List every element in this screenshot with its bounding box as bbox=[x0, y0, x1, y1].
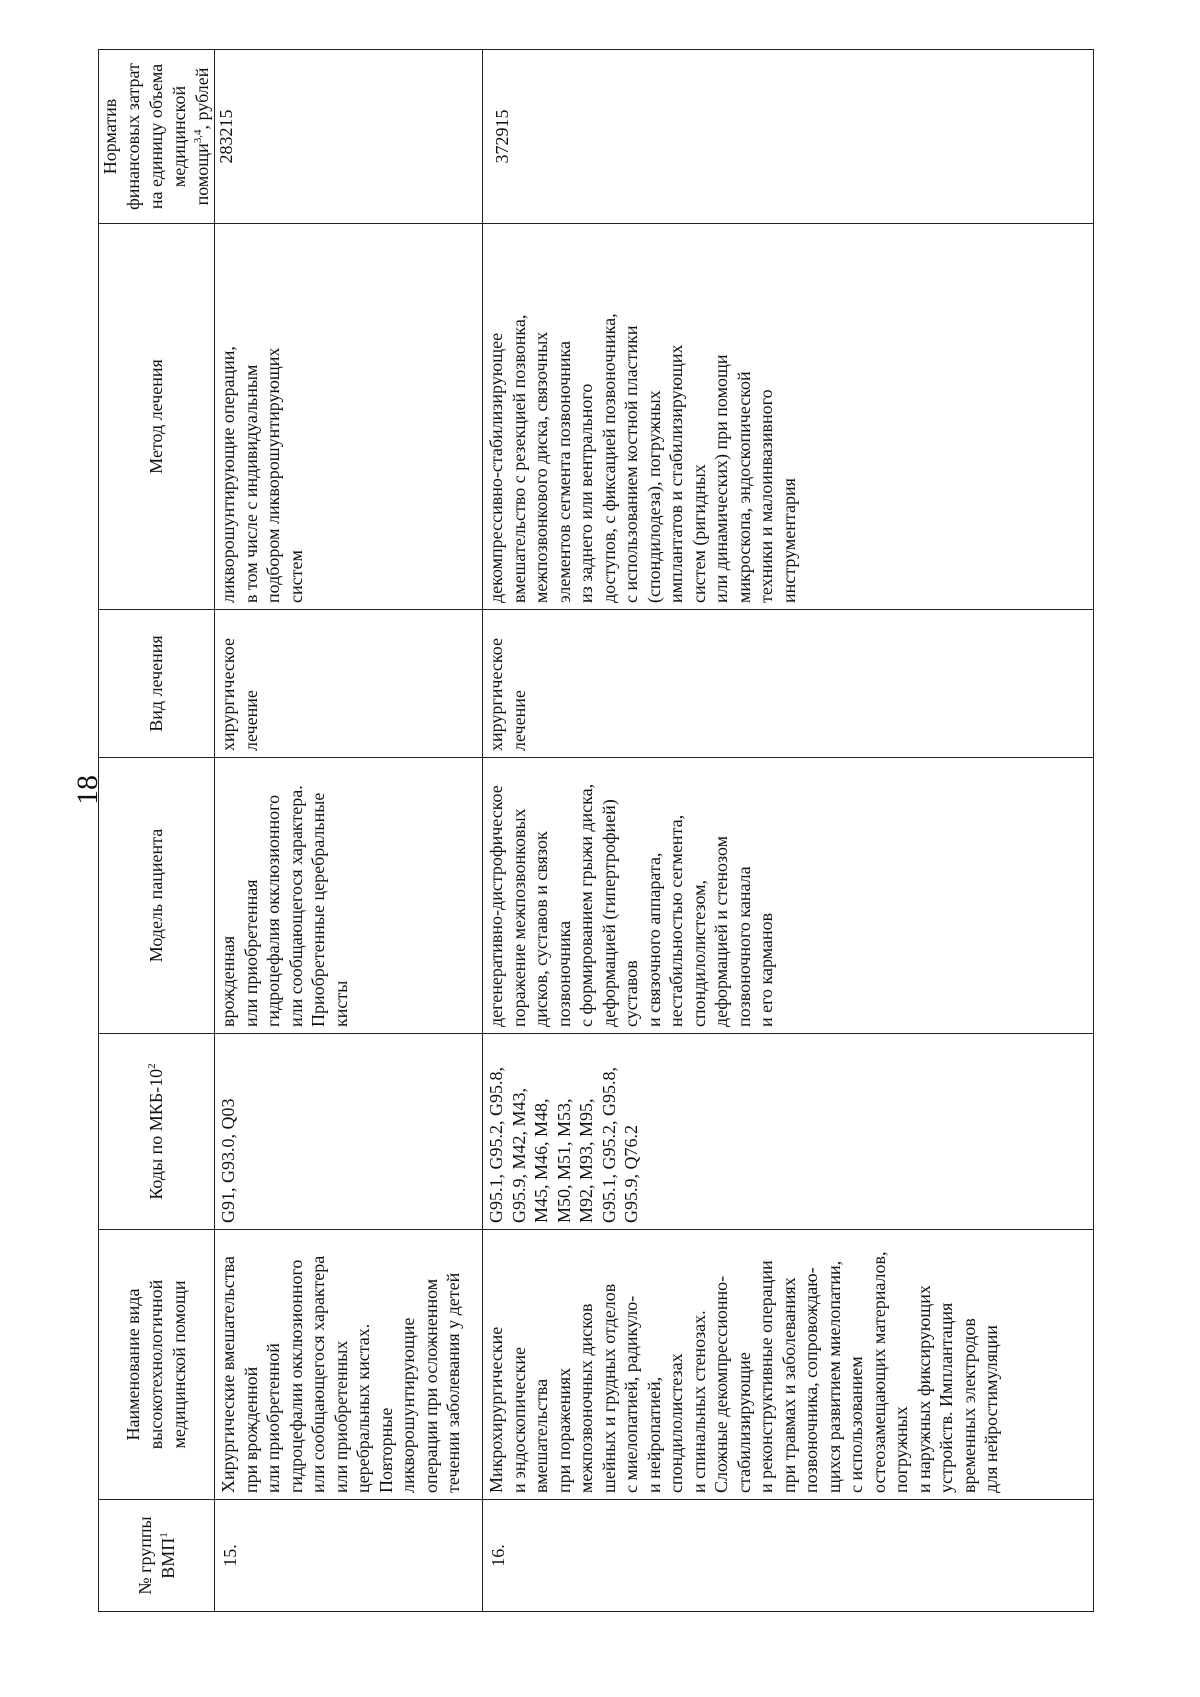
patient-model-text: врожденная или приобретенная гидроцефалия окклюзионного или сообщающегося характера. Приобретенные церебральные кисты bbox=[218, 785, 351, 1027]
treatment-type-text: хирургическое лечение bbox=[486, 638, 529, 751]
header-name: Наименование вида высокотехнологичной медицинской помощи bbox=[99, 1230, 215, 1500]
financial-norm-value: 283215 bbox=[216, 109, 236, 164]
vmp-name bbox=[215, 1230, 483, 1500]
header-norm: Норматив финансовых затрат на единицу объема медицинской помощи$^{3,4}$, рублей bbox=[99, 50, 215, 224]
header-model: Модель пациента bbox=[99, 758, 215, 1034]
header-group-no: № группы ВМП$^1$ bbox=[99, 1500, 215, 1612]
patient-model bbox=[215, 758, 483, 1034]
table-row bbox=[483, 50, 1094, 1612]
treatment-method-text: декомпрессивно-стабилизирующее вмешательство с резекцией позвонка, межпозвонкового диска, связочных элементов сегмента позвоночника из заднего или вентрального доступов, с фиксацией позвоночника, с использованием костной пластики (спондилодеза), погружных имплантатов и стабилизирующих систем (ригидных или динамических) при помощи микроскопа, эндоскопической техники и малоинвазивного инструментария bbox=[486, 313, 799, 603]
icd-codes-text: G91, G93.0, Q03 bbox=[218, 1098, 238, 1223]
group-number: 16. bbox=[483, 1500, 1094, 1612]
treatment-type-text: хирургическое лечение bbox=[218, 638, 261, 751]
treatment-type bbox=[483, 610, 1094, 758]
page-number: 18 bbox=[71, 775, 104, 805]
table-rotated-container bbox=[98, 50, 1094, 1612]
treatment-method-text: ликворошунтирующие операции, в том числе с индивидуальным подбором ликворошунтирующих систем bbox=[218, 346, 306, 603]
treatment-type bbox=[215, 610, 483, 758]
table-row bbox=[215, 50, 483, 1612]
icd-codes-text: G95.1, G95.2, G95.8, G95.9, M42, M43, M45, M46, M48, M50, M51, M53, M92, M93, M95, G95.1, G95.2, G95.8, G95.9, Q76.2 bbox=[486, 1067, 641, 1223]
icd-codes bbox=[215, 1034, 483, 1230]
financial-norm bbox=[215, 50, 483, 224]
patient-model bbox=[483, 758, 1094, 1034]
icd-codes bbox=[483, 1034, 1094, 1230]
financial-norm-value: 372915 bbox=[492, 109, 512, 164]
header-row bbox=[99, 50, 215, 1612]
patient-model-text: дегенеративно-дистрофическое поражение межпозвонковых дисков, суставов и связок позвоночника с формированием грыжи диска, деформацией (гипертрофией) суставов и связочного аппарата, нестабильностью сегмента, спондилолистезом, деформацией и стенозом позвоночного канала и его карманов bbox=[486, 783, 776, 1027]
vmp-name-text: Микрохирургические и эндоскопические вмешательства при поражениях межпозвоночных дисков шейных и грудных отделов с миелопатией, радикуло- и нейропатией, спондилолистезах и спинальных стенозах. Сложные декомпрессионно- стабилизирующие и реконструктивные операции при травмах и заболеваниях позвоночника, сопровождаю- щихся развитием миелопатии, с использованием остеозамещающих материалов, погружных и наружных фиксирующих устройств. Имплантация временных электродов для нейростимуляции bbox=[486, 1251, 1001, 1493]
header-method: Метод лечения bbox=[99, 224, 215, 610]
treatment-method bbox=[483, 224, 1094, 610]
vmp-name bbox=[483, 1230, 1094, 1500]
table-rotation-wrapper bbox=[98, 50, 1094, 1612]
financial-norm bbox=[483, 50, 1094, 224]
group-number: 15. bbox=[215, 1500, 483, 1612]
header-codes: Коды по МКБ-$10^2$ bbox=[99, 1034, 215, 1230]
header-treatment-type: Вид лечения bbox=[99, 610, 215, 758]
vmp-name-text: Хирургические вмешательства при врожденной или приобретенной гидроцефалии окклюзионного или сообщающегося характера или приобретенных церебральных кистах. Повторные ликворошунтирующие операции при осложненном течении заболевания у детей bbox=[218, 1255, 463, 1493]
vmp-table bbox=[98, 49, 1094, 1612]
treatment-method bbox=[215, 224, 483, 610]
